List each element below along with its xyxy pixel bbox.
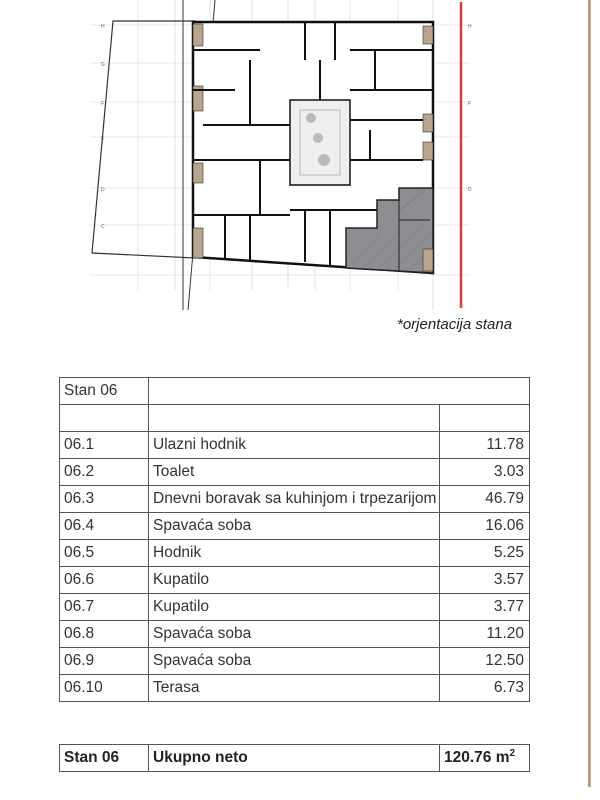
- total-value-number: 120.76 m: [444, 749, 510, 767]
- table-row: [60, 594, 530, 621]
- room-id: 06.7: [60, 594, 149, 621]
- room-id: 06.10: [60, 675, 149, 702]
- svg-text:C: C: [101, 224, 105, 230]
- apartment-label: Stan 06: [60, 378, 149, 405]
- room-id: 06.6: [60, 567, 149, 594]
- table-row: [60, 540, 530, 567]
- room-name: Terasa: [149, 675, 440, 702]
- table-row: [60, 486, 530, 513]
- table-row: [60, 675, 530, 702]
- total-row: [60, 745, 530, 772]
- room-name: Spavaća soba: [149, 621, 440, 648]
- floor-plan-drawing: [0, 0, 600, 320]
- total-value: [440, 745, 530, 772]
- room-area: 3.77: [440, 594, 530, 621]
- room-id: 06.4: [60, 513, 149, 540]
- svg-text:D: D: [468, 187, 472, 193]
- orientation-caption: *orjentacija stana: [397, 316, 513, 333]
- room-area: 6.73: [440, 675, 530, 702]
- empty-cell: [149, 405, 440, 432]
- room-id: 06.5: [60, 540, 149, 567]
- header-empty-cell: [149, 378, 530, 405]
- room-area: 12.50: [440, 648, 530, 675]
- table-header-row: [60, 378, 530, 405]
- empty-cell: [440, 405, 530, 432]
- room-name: Hodnik: [149, 540, 440, 567]
- room-name: Toalet: [149, 459, 440, 486]
- room-area: 11.78: [440, 432, 530, 459]
- room-name: Kupatilo: [149, 567, 440, 594]
- room-area: 5.25: [440, 540, 530, 567]
- room-area: 16.06: [440, 513, 530, 540]
- room-name: Dnevni boravak sa kuhinjom i trpezarijom: [149, 486, 440, 513]
- room-id: 06.1: [60, 432, 149, 459]
- room-area: 3.57: [440, 567, 530, 594]
- rooms-table: [59, 377, 530, 702]
- table-row: [60, 432, 530, 459]
- empty-cell: [60, 405, 149, 432]
- table-row: [60, 621, 530, 648]
- page-divider-line: [588, 0, 591, 787]
- room-name: Spavaća soba: [149, 513, 440, 540]
- svg-text:D: D: [101, 187, 105, 193]
- room-id: 06.2: [60, 459, 149, 486]
- room-name: Spavaća soba: [149, 648, 440, 675]
- room-area: 11.20: [440, 621, 530, 648]
- room-id: 06.8: [60, 621, 149, 648]
- total-table: [59, 744, 530, 772]
- room-name: Ulazni hodnik: [149, 432, 440, 459]
- table-row: [60, 513, 530, 540]
- total-apartment-label: Stan 06: [60, 745, 149, 772]
- svg-text:F: F: [468, 101, 472, 107]
- table-row: [60, 567, 530, 594]
- svg-text:F: F: [101, 101, 105, 107]
- room-id: 06.9: [60, 648, 149, 675]
- total-description: Ukupno neto: [149, 745, 440, 772]
- unit-superscript: 2: [509, 748, 516, 760]
- svg-text:H: H: [101, 24, 105, 30]
- room-area: 3.03: [440, 459, 530, 486]
- svg-text:G: G: [101, 62, 105, 68]
- room-id: 06.3: [60, 486, 149, 513]
- table-empty-row: [60, 405, 530, 432]
- room-name: Kupatilo: [149, 594, 440, 621]
- room-area: 46.79: [440, 486, 530, 513]
- table-row: [60, 459, 530, 486]
- svg-text:H: H: [468, 24, 472, 30]
- table-row: [60, 648, 530, 675]
- svg-text:E: E: [101, 136, 105, 142]
